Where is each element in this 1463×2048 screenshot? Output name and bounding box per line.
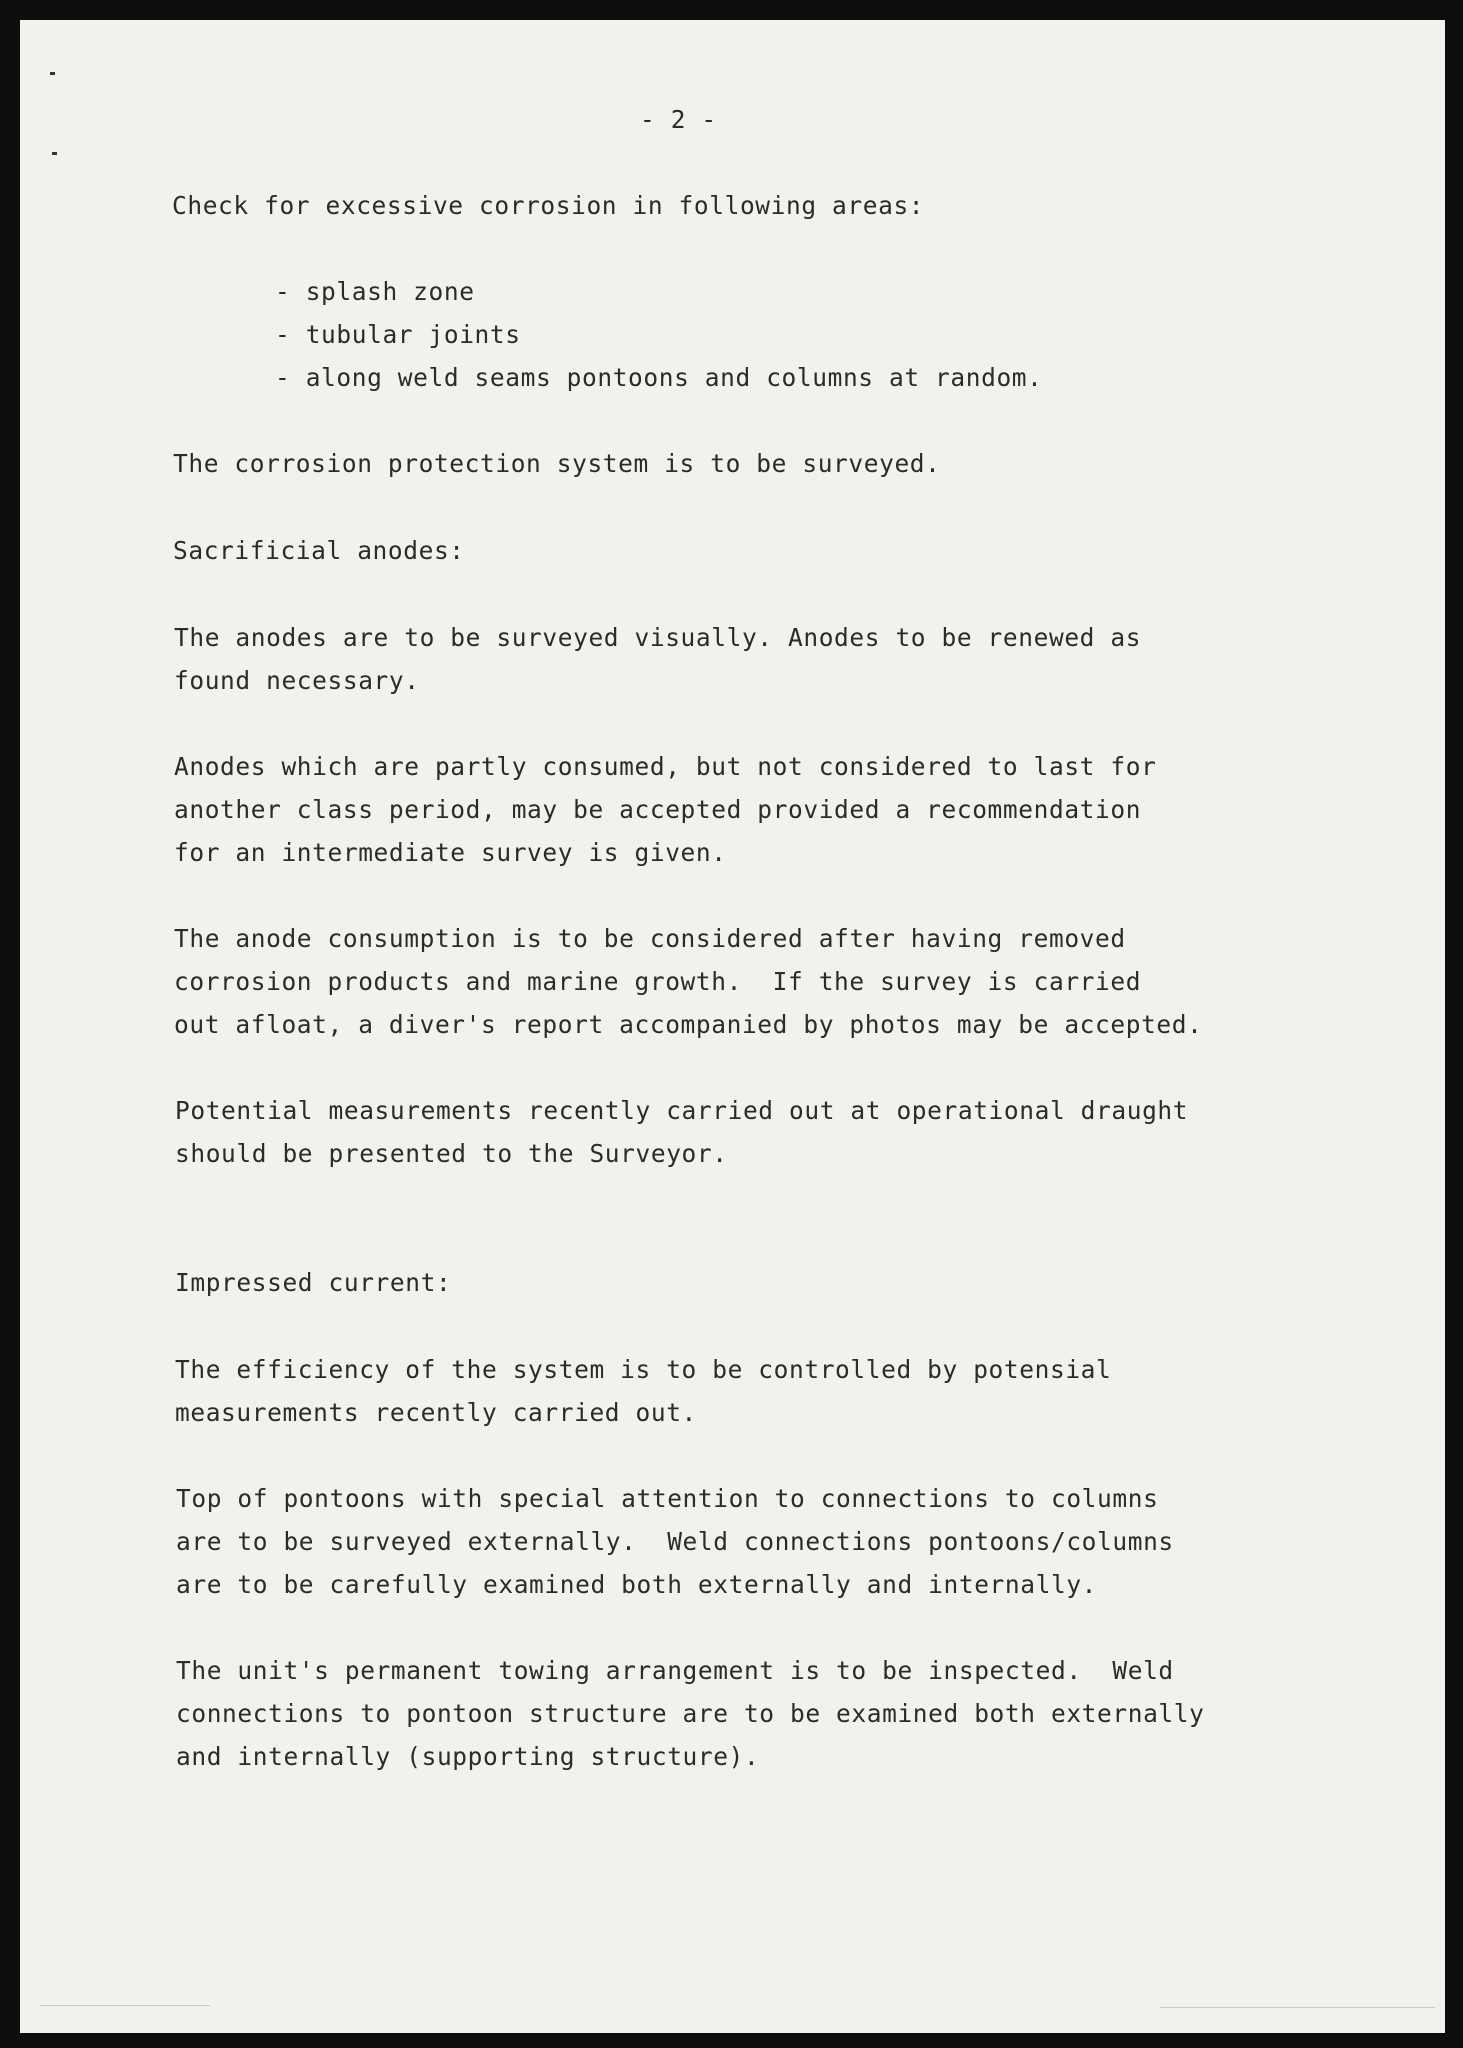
anodes-paragraph-3-line: The anode consumption is to be considered after having removed xyxy=(174,924,1126,953)
pontoons-paragraph-line: Top of pontoons with special attention to connections to columns xyxy=(176,1484,1159,1513)
document-body xyxy=(20,20,1445,2033)
anodes-paragraph-2-line: Anodes which are partly consumed, but not considered to last for xyxy=(174,752,1157,781)
scan-artifact-bottom-right xyxy=(1160,2007,1435,2008)
anodes-paragraph-1-line: found necessary. xyxy=(174,666,420,695)
corrosion-area-item: - splash zone xyxy=(275,277,475,306)
scan-artifact-bottom-left xyxy=(40,2005,210,2006)
anodes-paragraph-4-line: should be presented to the Surveyor. xyxy=(175,1139,728,1168)
towing-paragraph-line: and internally (supporting structure). xyxy=(176,1742,760,1771)
towing-paragraph-line: connections to pontoon structure are to be examined both externally xyxy=(176,1699,1205,1728)
corrosion-area-item: - along weld seams pontoons and columns at random. xyxy=(275,363,1043,392)
impressed-paragraph-line: measurements recently carried out. xyxy=(175,1398,697,1427)
protection-system-text: The corrosion protection system is to be surveyed. xyxy=(173,449,941,478)
pontoons-paragraph-line: are to be carefully examined both externally and internally. xyxy=(176,1570,1098,1599)
anodes-paragraph-3-line: out afloat, a diver's report accompanied by photos may be accepted. xyxy=(174,1010,1203,1039)
anodes-paragraph-3-line: corrosion products and marine growth. If the survey is carried xyxy=(174,967,1142,996)
document-page xyxy=(20,20,1445,2033)
towing-paragraph-line: The unit's permanent towing arrangement is to be inspected. Weld xyxy=(176,1656,1174,1685)
anodes-paragraph-2-line: another class period, may be accepted provided a recommendation xyxy=(174,795,1142,824)
corrosion-heading: Check for excessive corrosion in following areas: xyxy=(172,191,925,220)
sacrificial-anodes-heading: Sacrificial anodes: xyxy=(173,536,465,565)
anodes-paragraph-2-line: for an intermediate survey is given. xyxy=(174,838,727,867)
anodes-paragraph-4-line: Potential measurements recently carried out at operational draught xyxy=(175,1096,1189,1125)
pontoons-paragraph-line: are to be surveyed externally. Weld connections pontoons/columns xyxy=(176,1527,1174,1556)
page-number: - 2 - xyxy=(640,105,717,134)
corrosion-area-item: - tubular joints xyxy=(275,320,521,349)
impressed-current-heading: Impressed current: xyxy=(175,1268,452,1297)
anodes-paragraph-1-line: The anodes are to be surveyed visually. Anodes to be renewed as xyxy=(174,623,1142,652)
impressed-paragraph-line: The efficiency of the system is to be controlled by potensial xyxy=(175,1355,1112,1384)
